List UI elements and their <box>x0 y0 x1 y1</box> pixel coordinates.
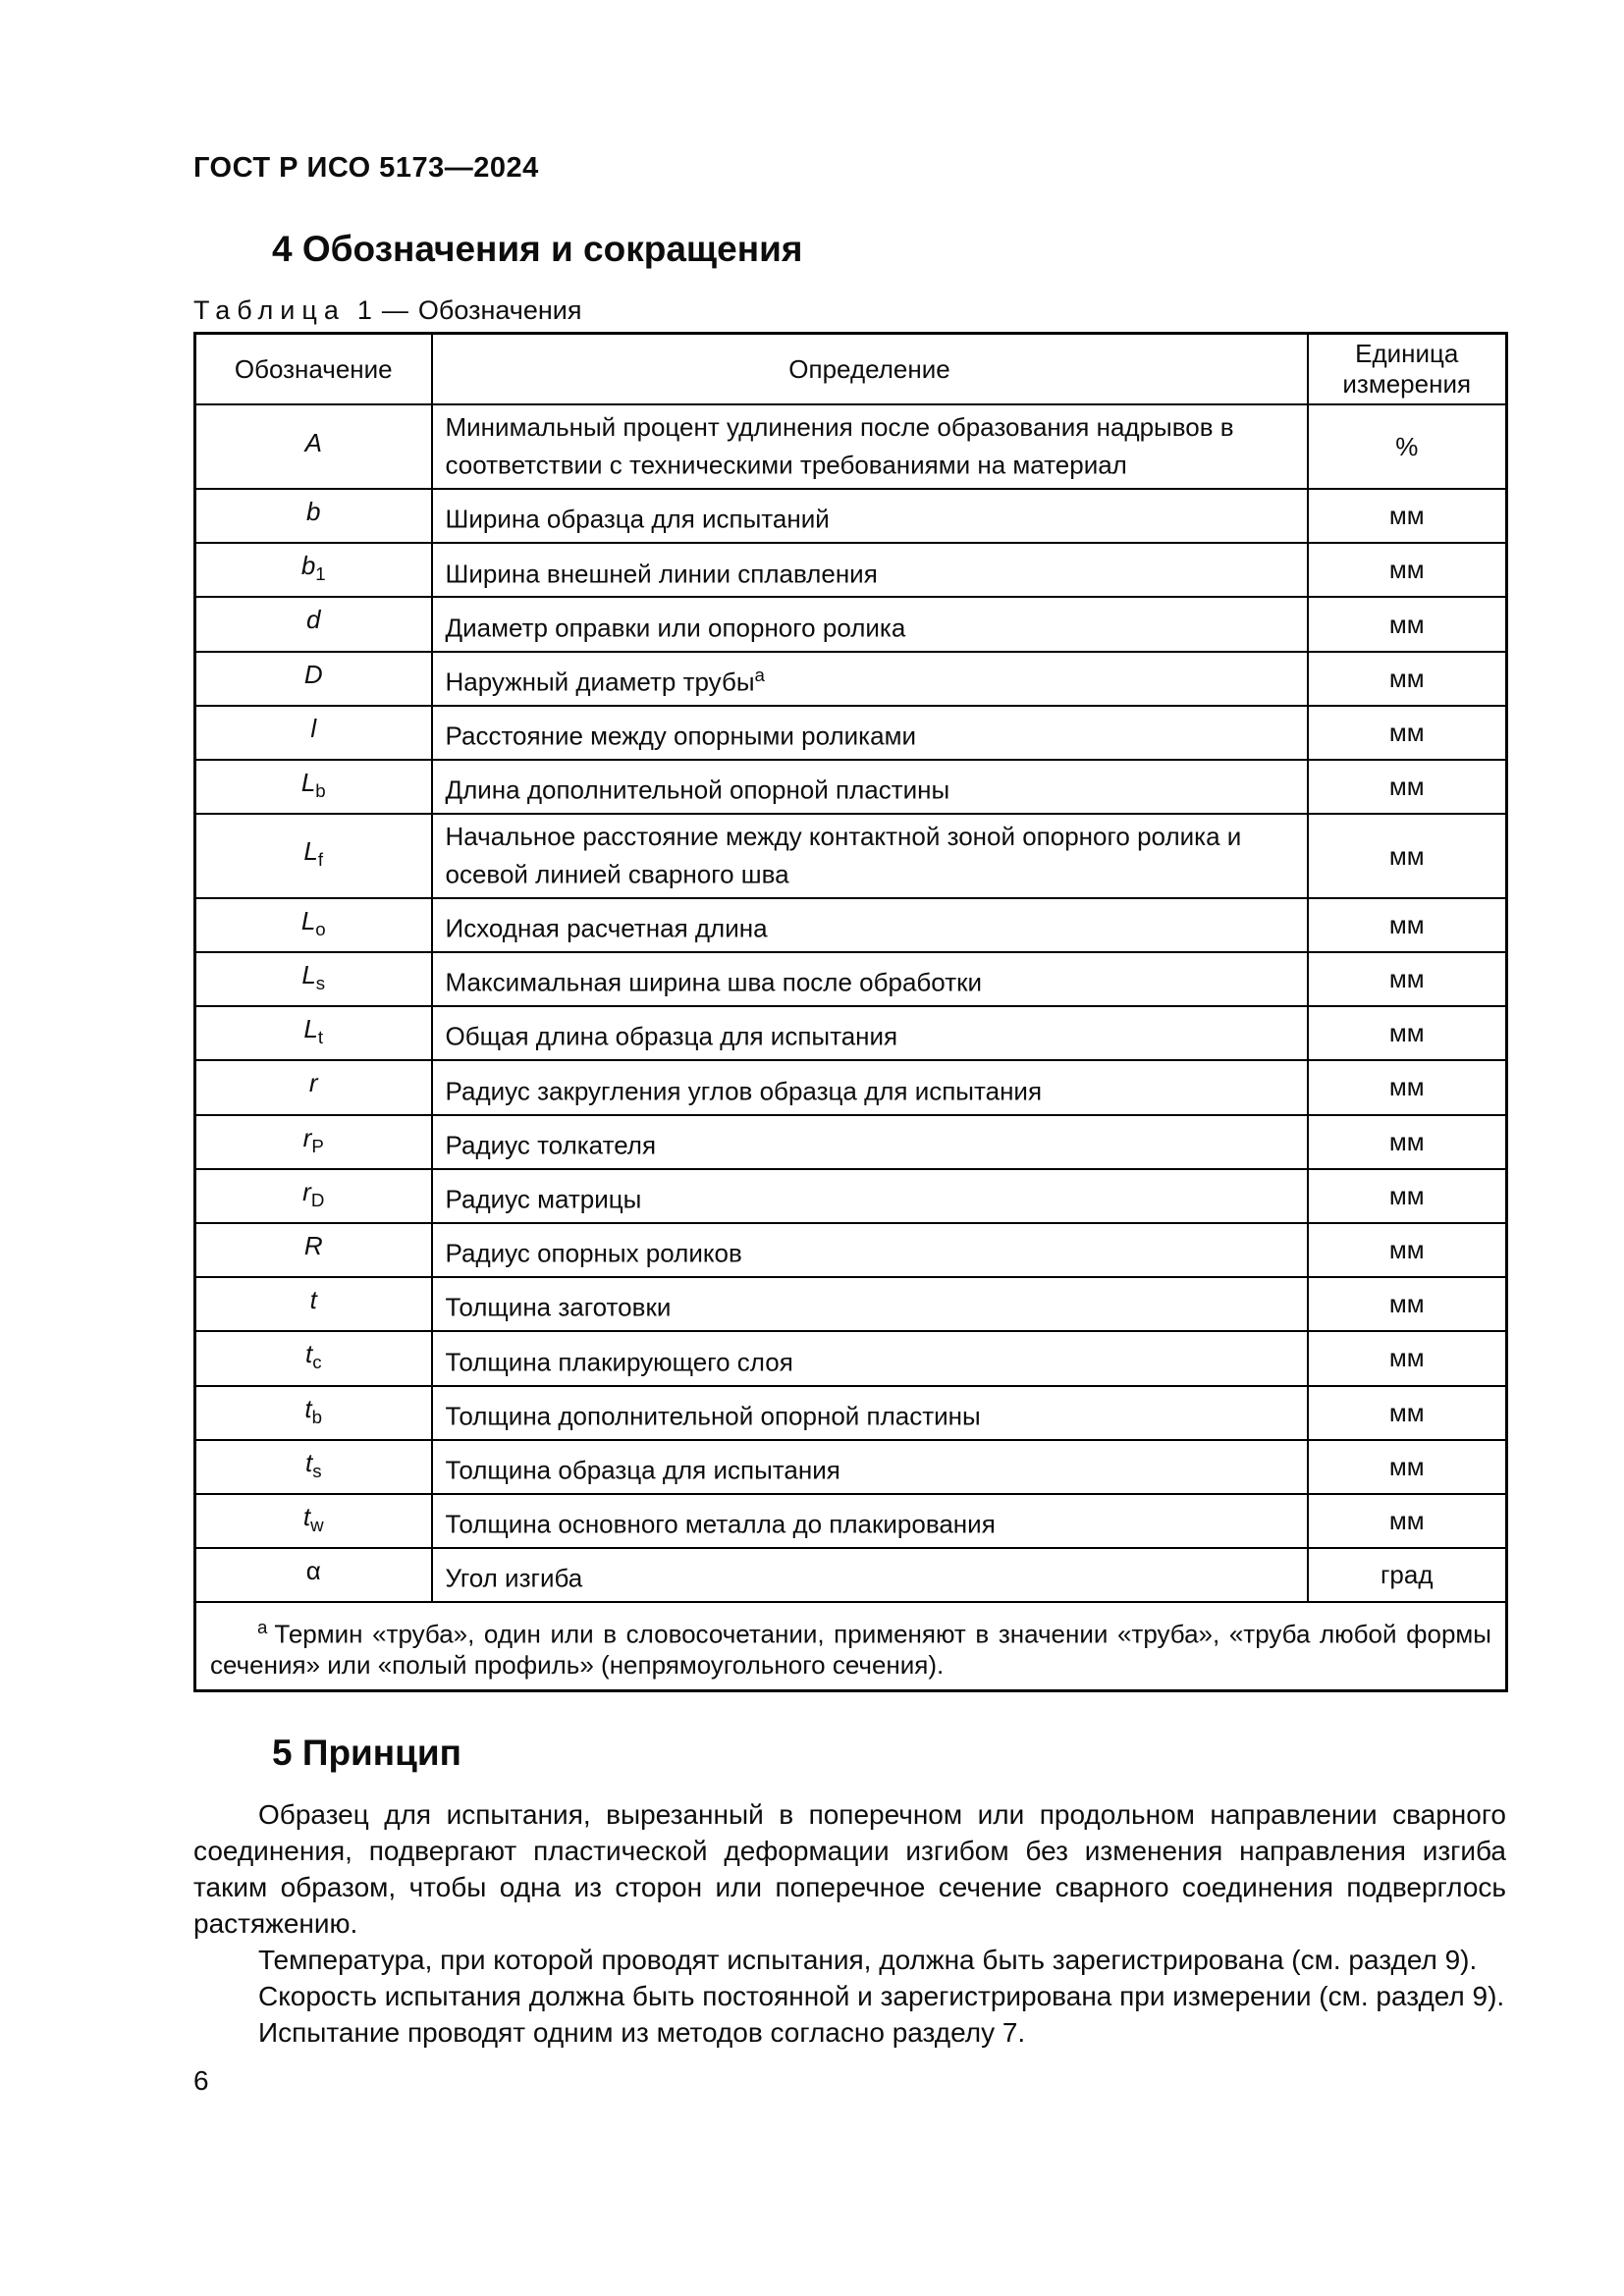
table-row <box>195 1386 1507 1440</box>
unit-cell: град <box>1308 1548 1507 1602</box>
column-header-unit: Единица измерения <box>1308 334 1507 405</box>
definition-cell <box>432 898 1308 952</box>
unit-cell: мм <box>1308 1331 1507 1385</box>
symbol-cell <box>195 952 432 1006</box>
symbol-cell <box>195 597 432 651</box>
definition-text: Максимальная ширина шва после обработки <box>445 967 982 997</box>
table-header-row <box>195 334 1507 405</box>
definition-text: Толщина плакирующего слоя <box>445 1347 793 1377</box>
unit-cell: мм <box>1308 814 1507 898</box>
definition-cell <box>432 814 1308 898</box>
symbol-cell <box>195 1440 432 1494</box>
definition-text: Радиус толкателя <box>445 1130 657 1160</box>
definition-cell <box>432 1331 1308 1385</box>
table-row <box>195 814 1507 898</box>
table-row <box>195 1115 1507 1169</box>
table-caption-title: Обозначения <box>417 295 582 326</box>
symbol-letter: A <box>304 427 322 457</box>
symbols-table-foot <box>195 1602 1507 1690</box>
definition-cell <box>432 652 1308 706</box>
symbol-letter: b <box>300 551 316 581</box>
table-row <box>195 952 1507 1006</box>
symbol-cell <box>195 652 432 706</box>
section-4-heading: 4 Обозначения и сокращения <box>272 229 803 269</box>
symbol-letter: b <box>306 497 321 527</box>
definition-cell <box>432 1223 1308 1277</box>
definition-text: Наружный диаметр трубы <box>445 667 755 697</box>
unit-cell: мм <box>1308 1386 1507 1440</box>
definition-cell <box>432 1277 1308 1331</box>
symbol-cell <box>195 1494 432 1548</box>
unit-cell: мм <box>1308 489 1507 543</box>
symbol-cell <box>195 543 432 597</box>
definition-cell <box>432 1440 1308 1494</box>
table-row <box>195 1331 1507 1385</box>
symbol-letter: r <box>308 1068 318 1098</box>
document-code: ГОСТ Р ИСО 5173—2024 <box>193 152 539 184</box>
table-row <box>195 760 1507 814</box>
symbol-subscript: P <box>311 1135 324 1156</box>
principle-paragraph-3: Скорость испытания должна быть постоянной и зарегистрирована при измерении (см. раздел 9). <box>258 1981 1505 2012</box>
principle-paragraph-4: Испытание проводят одним из методов согласно разделу 7. <box>258 2017 1026 2049</box>
table-row <box>195 1006 1507 1060</box>
symbol-cell <box>195 1169 432 1223</box>
symbol-letter: L <box>303 1014 318 1044</box>
table-row <box>195 1277 1507 1331</box>
definition-text: Общая длина образца для испытания <box>445 1022 898 1052</box>
definition-text: Минимальный процент удлинения после образования надрывов в соответствии с техническими требованиями на материал <box>445 412 1234 481</box>
symbol-letter: t <box>302 1501 311 1531</box>
symbol-subscript: c <box>312 1352 322 1373</box>
column-header-definition: Определение <box>432 334 1308 405</box>
unit-cell: мм <box>1308 1494 1507 1548</box>
table-row <box>195 1060 1507 1114</box>
unit-cell: мм <box>1308 1115 1507 1169</box>
unit-cell: мм <box>1308 652 1507 706</box>
table-row <box>195 543 1507 597</box>
symbol-subscript: o <box>315 919 326 940</box>
table-footnote <box>195 1602 1507 1690</box>
symbols-table <box>193 332 1508 1692</box>
symbol-cell <box>195 706 432 760</box>
symbol-subscript: D <box>310 1189 325 1210</box>
definition-cell <box>432 952 1308 1006</box>
unit-cell: мм <box>1308 706 1507 760</box>
symbol-subscript: w <box>310 1515 324 1536</box>
table-row <box>195 597 1507 651</box>
symbol-subscript: s <box>312 1460 322 1481</box>
definition-cell <box>432 597 1308 651</box>
definition-text: Длина дополнительной опорной пластины <box>445 774 950 805</box>
table-footnote-row <box>195 1602 1507 1690</box>
table-row <box>195 404 1507 489</box>
symbol-cell <box>195 760 432 814</box>
symbol-cell <box>195 1331 432 1385</box>
definition-cell <box>432 404 1308 489</box>
symbol-letter: L <box>300 905 316 935</box>
page-number: 6 <box>193 2065 209 2096</box>
principle-paragraph-2: Температура, при которой проводят испытания, должна быть зарегистрирована (см. раздел 9). <box>258 1945 1478 1976</box>
definition-cell <box>432 1006 1308 1060</box>
symbol-cell <box>195 814 432 898</box>
table-caption <box>193 294 1506 326</box>
symbol-letter: t <box>309 1285 317 1315</box>
definition-cell <box>432 1386 1308 1440</box>
table-caption-number: 1 <box>356 295 372 326</box>
footnote-marker: а <box>257 1617 268 1638</box>
symbol-subscript: t <box>317 1027 324 1048</box>
symbol-cell <box>195 404 432 489</box>
definition-cell <box>432 489 1308 543</box>
symbol-letter: r <box>302 1176 311 1206</box>
unit-cell: мм <box>1308 597 1507 651</box>
table-row <box>195 706 1507 760</box>
definition-text: Радиус опорных роликов <box>445 1238 742 1268</box>
definition-text: Ширина образца для испытаний <box>445 504 830 534</box>
definition-cell <box>432 1115 1308 1169</box>
definition-text: Диаметр оправки или опорного ролика <box>445 613 906 643</box>
symbol-subscript: 1 <box>315 563 326 585</box>
definition-text: Расстояние между опорными роликами <box>445 721 916 751</box>
footnote-text: Термин «труба», один или в словосочетании, применяют в значении «труба», «труба любой формы сечения» или «полый профиль» (непрямоугольного сечения). <box>210 1619 1491 1680</box>
definition-text: Толщина заготовки <box>445 1293 672 1323</box>
definition-cell <box>432 1548 1308 1602</box>
definition-cell <box>432 1494 1308 1548</box>
symbol-letter: r <box>302 1122 312 1152</box>
table-caption-word: Таблица <box>193 295 346 326</box>
definition-text: Толщина дополнительной опорной пластины <box>445 1401 981 1431</box>
definition-cell <box>432 760 1308 814</box>
table-caption-separator: — <box>381 295 408 326</box>
symbol-subscript: b <box>311 1406 323 1427</box>
unit-cell: мм <box>1308 1440 1507 1494</box>
symbol-cell <box>195 1115 432 1169</box>
table-row <box>195 1169 1507 1223</box>
symbol-letter: l <box>310 713 317 743</box>
symbol-letter: t <box>304 1393 312 1423</box>
symbol-letter: L <box>303 836 318 867</box>
symbol-cell <box>195 1386 432 1440</box>
definition-text: Начальное расстояние между контактной зоной опорного ролика и осевой линией сварного шва <box>445 822 1242 889</box>
symbol-subscript: b <box>315 780 326 802</box>
symbols-table-body <box>195 404 1507 1602</box>
definition-cell <box>432 1060 1308 1114</box>
symbol-cell <box>195 1223 432 1277</box>
symbol-letter: α <box>305 1556 321 1586</box>
symbol-cell <box>195 1277 432 1331</box>
definition-footnote-ref: a <box>754 664 765 685</box>
symbol-subscript: f <box>317 849 324 871</box>
symbol-letter: t <box>304 1339 313 1369</box>
definition-text: Ширина внешней линии сплавления <box>445 559 878 589</box>
unit-cell: мм <box>1308 543 1507 597</box>
table-row <box>195 1494 1507 1548</box>
symbol-letter: L <box>301 960 316 990</box>
symbol-subscript: s <box>315 973 326 994</box>
symbol-cell <box>195 898 432 952</box>
symbol-cell <box>195 489 432 543</box>
definition-cell <box>432 543 1308 597</box>
unit-cell: мм <box>1308 760 1507 814</box>
table-row <box>195 1223 1507 1277</box>
definition-cell <box>432 706 1308 760</box>
unit-cell: мм <box>1308 898 1507 952</box>
definition-cell <box>432 1169 1308 1223</box>
unit-cell: мм <box>1308 1223 1507 1277</box>
symbol-letter: L <box>300 767 316 797</box>
unit-cell: мм <box>1308 952 1507 1006</box>
definition-text: Толщина основного металла до плакирования <box>445 1509 996 1539</box>
symbol-cell <box>195 1060 432 1114</box>
table-row <box>195 1440 1507 1494</box>
symbol-letter: t <box>304 1447 313 1477</box>
definition-text: Исходная расчетная длина <box>445 913 768 943</box>
symbols-table-head <box>195 334 1507 405</box>
unit-cell: мм <box>1308 1169 1507 1223</box>
table-row <box>195 898 1507 952</box>
symbol-letter: D <box>303 659 323 689</box>
symbol-letter: d <box>306 605 321 635</box>
symbol-letter: R <box>303 1230 323 1260</box>
column-header-symbol: Обозначение <box>195 334 432 405</box>
unit-cell: % <box>1308 404 1507 489</box>
definition-text: Толщина образца для испытания <box>445 1455 840 1485</box>
table-row <box>195 652 1507 706</box>
page-content <box>193 0 1506 2051</box>
definition-text: Радиус закругления углов образца для испытания <box>445 1076 1043 1106</box>
definition-text: Угол изгиба <box>445 1564 583 1593</box>
table-row <box>195 1548 1507 1602</box>
principle-paragraph-1: Образец для испытания, вырезанный в поперечном или продольном направлении сварного соединения, подвергают пластической деформации изгибом без изменения направления изгиба таким образом, чтобы одна из сторон или поперечное сечение сварного соединения подверглось растяжению. <box>193 1799 1506 1940</box>
table-row <box>195 489 1507 543</box>
definition-text: Радиус матрицы <box>445 1184 642 1214</box>
unit-cell: мм <box>1308 1006 1507 1060</box>
section-5-heading: 5 Принцип <box>272 1732 461 1773</box>
unit-cell: мм <box>1308 1060 1507 1114</box>
unit-cell: мм <box>1308 1277 1507 1331</box>
symbol-cell <box>195 1006 432 1060</box>
symbol-cell <box>195 1548 432 1602</box>
